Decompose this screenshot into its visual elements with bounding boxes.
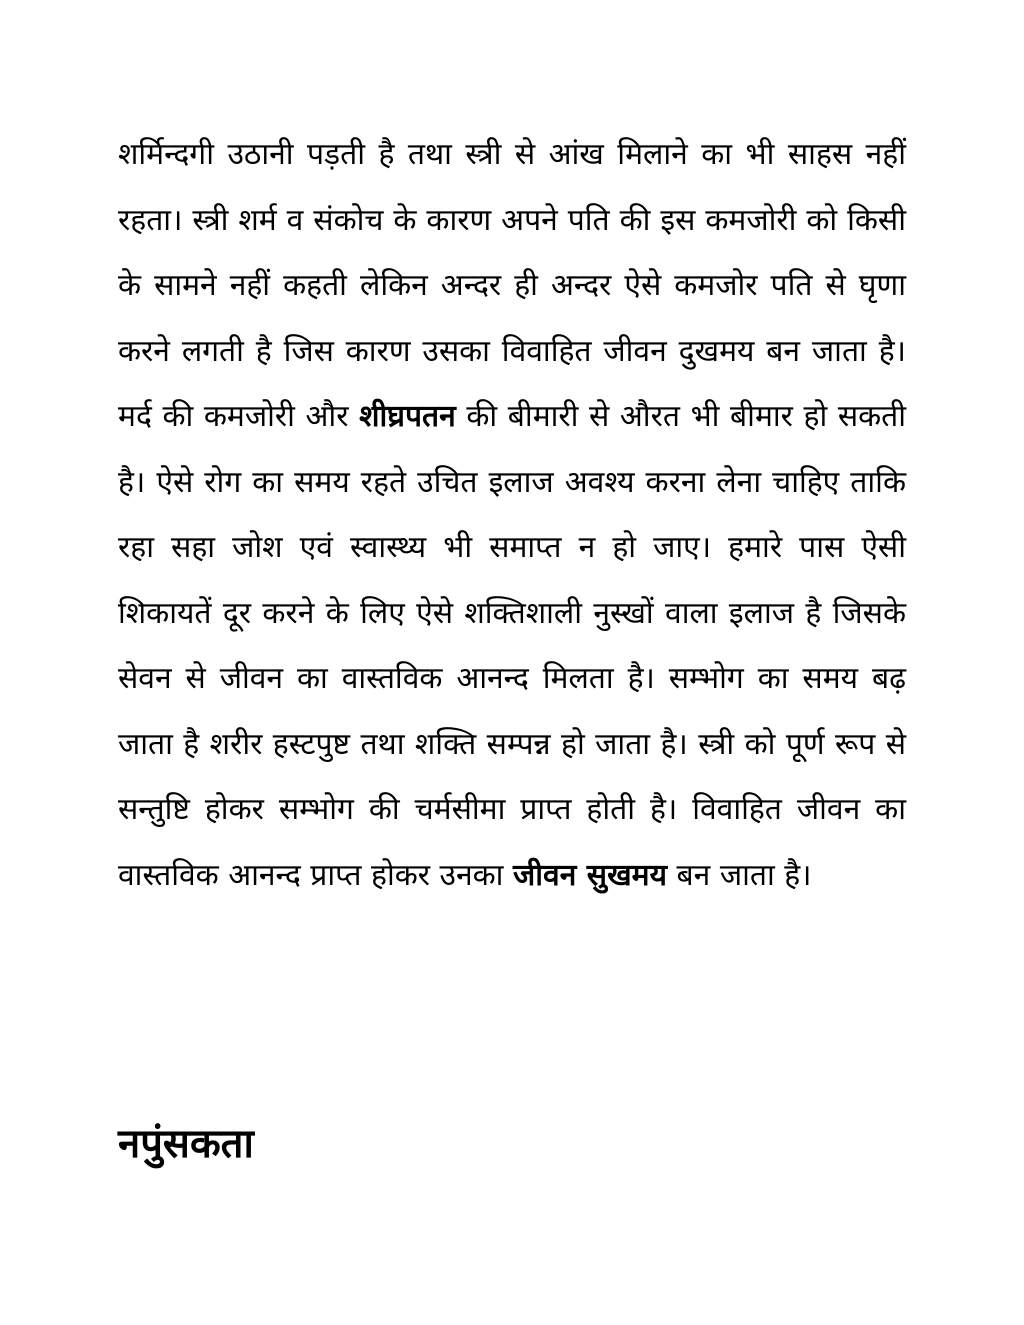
paragraph-text-1: शर्मिन्दगी उठानी पड़ती है तथा स्त्री से आंख मिलाने का भी साहस नहीं रहता। स्त्री शर्म व संकोच के कारण अपने पति की इस कमजोरी को किसी के सामने नहीं कहती लेकिन अन्दर ही अन्दर ऐसे कमजोर पति से घृणा करने लगती है जिस कारण उसका विवाहित जीवन दुखमय बन जाता है। मर्द की कमजोरी और	[118, 137, 906, 434]
bold-term-premature-ejaculation: शीघ्रपतन	[359, 399, 456, 434]
section-heading: नपुंसकता	[118, 1121, 254, 1167]
bold-term-happy-life: जीवन सुखमय	[513, 857, 667, 893]
document-body	[118, 122, 906, 908]
paragraph-text-2: की बीमारी से औरत भी बीमार हो सकती है। ऐसे रोग का समय रहते उचित इलाज अवश्य करना लेना चाहिए ताकि रहा सहा जोश एवं स्वास्थ्य भी समाप्त न हो जाए। हमारे पास ऐसी शिकायतें दूर करने के लिए ऐसे शक्तिशाली नुस्खों वाला इलाज है जिसके सेवन से जीवन का वास्तविक आनन्द मिलता है। सम्भोग का समय बढ़ जाता है शरीर हस्टपुष्ट तथा शक्ति सम्पन्न हो जाता है। स्त्री को पूर्ण रूप से सन्तुष्टि होकर सम्भोग की चर्मसीमा प्राप्त होती है। विवाहित जीवन का वास्तविक आनन्द प्राप्त होकर उनका	[118, 399, 907, 893]
paragraph-text-3: बन जाता है।	[666, 857, 812, 893]
body-paragraph	[118, 122, 906, 908]
